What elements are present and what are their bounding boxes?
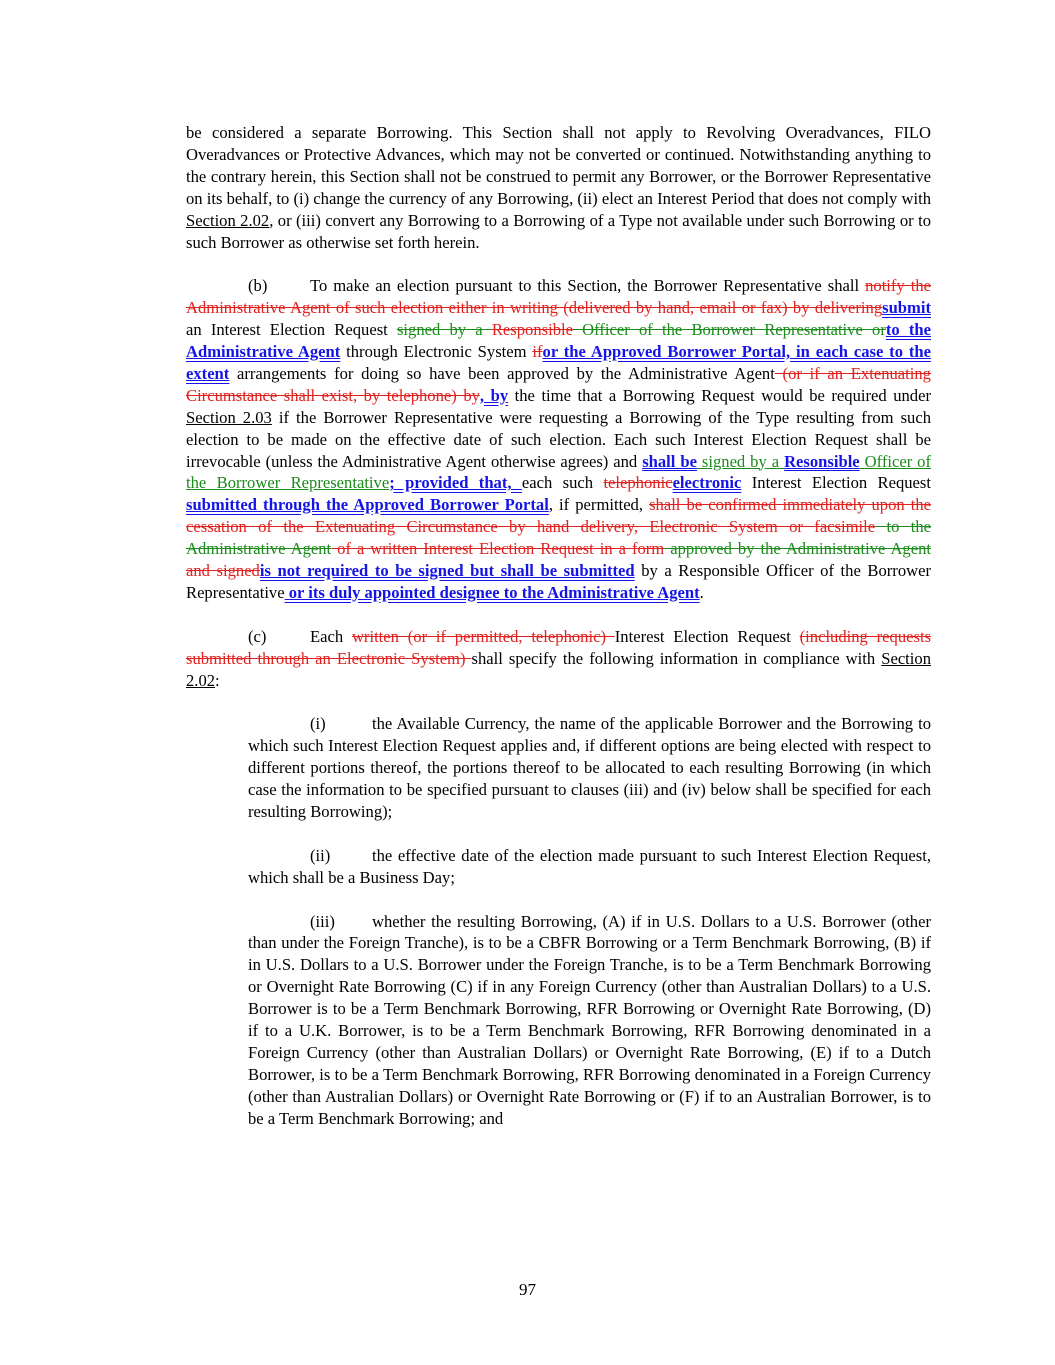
text-run: be considered a separate Borrowing. This Section shall not apply to Revolving Overadvances, FILO Overadvances or Protective Advances, which may not be converted or continued. Notwithstanding anything to the contrary herein, this Section shall not be construed to permit any Borrower, or the Borrower Representative on its behalf, to (i) change the currency of any Borrowing, (ii) elect an Interest Period that does not comply with (186, 123, 931, 208)
inserted-text: Resonsible (784, 451, 860, 471)
moved-deleted-text: Officer of the Borrower Representative or (572, 320, 886, 340)
text-run: Interest Election Request (741, 473, 931, 493)
cross-reference[interactable]: Section 2.03 (186, 407, 272, 427)
text-run: shall specify the following information in compliance with (471, 648, 882, 668)
text-run: , if permitted, (548, 495, 650, 515)
item-text: the effective date of the election made pursuant to such Interest Election Request, which shall be a Business Day; (248, 845, 931, 887)
inserted-text: shall be (642, 451, 697, 471)
moved-deleted-text: approved by the Administrative Agent (664, 539, 931, 559)
deleted-text: if (532, 342, 543, 362)
moved-deleted-text: to the Administrative Agent (186, 517, 931, 559)
list-item (248, 911, 931, 1130)
deleted-text: notify the Administrative Agent of such election either in writing (delivered by hand, email or fax) by delivering (186, 276, 931, 318)
clause-list (248, 713, 931, 1129)
cross-reference[interactable]: Section 2.02 (186, 210, 270, 230)
inserted-text: or the Approved Borrower Portal, in each case to the extent (186, 342, 931, 383)
list-item (248, 845, 931, 889)
paragraph-b (186, 275, 931, 604)
text-run: through Electronic System (340, 342, 533, 362)
item-text: the Available Currency, the name of the applicable Borrower and the Borrowing to which such Interest Election Request applies and, if different options are being elected with respect to different portions thereof, the portions thereof to be allocated to each resulting Borrowing (in which case the information to be specified pursuant to clauses (iii) and (iv) below shall be specified for each resulting Borrowing); (248, 714, 931, 822)
text-run: . (699, 583, 704, 603)
item-label: (iii) (310, 911, 335, 931)
paragraph-c (186, 626, 931, 692)
moved-inserted-text: Officer of the Borrower Representative (186, 451, 932, 493)
deleted-text: written (or if permitted, telephonic) (351, 626, 615, 646)
text-run: : (215, 670, 220, 690)
inserted-text: to the Administrative Agent (186, 320, 931, 362)
paragraph-label: (c) (248, 626, 267, 646)
text-run: if the Borrower Representative were requesting a Borrowing of the Type resulting from such election to be made on the effective date of such election. Each such Interest Election Request shall be irrevocable (unless the Administrative Agent otherwise agrees) and (186, 407, 931, 471)
inserted-text: submit (882, 298, 931, 318)
inserted-text: , by (479, 385, 509, 405)
page-number: 97 (519, 1280, 536, 1299)
inserted-text: ; provided that, (389, 473, 522, 493)
paragraph-a-continuation (186, 122, 931, 253)
text-run: Interest Election Request (614, 626, 800, 646)
text-run: by a Responsible Officer of the Borrower Representative (186, 561, 931, 603)
paragraph-label: (b) (248, 276, 268, 296)
text-run: the time that a Borrowing Request would be required under (508, 385, 931, 405)
text-run: an Interest Election Request (186, 320, 397, 340)
deleted-text: shall be confirmed immediately upon the cessation of the Extenuating Circumstance by hand delivery, Electronic System or facsimile (186, 495, 932, 537)
deleted-text: of a written Interest Election Request in a form (331, 539, 665, 559)
inserted-text: is not required to be signed but shall be submitted (259, 561, 635, 581)
item-label: (ii) (310, 845, 331, 865)
document-page (186, 122, 931, 1130)
deleted-text: (or if an Extenuating Circumstance shall exist, by telephone) by (186, 363, 931, 405)
item-label: (i) (310, 714, 326, 734)
deleted-text: (including requests submitted through an Electronic System) (186, 626, 932, 668)
deleted-text: Responsible (491, 320, 573, 340)
cross-reference[interactable]: Section 2.02 (186, 648, 931, 690)
text-run: each such (521, 473, 604, 493)
list-item (248, 713, 931, 823)
moved-inserted-text: signed by a (696, 451, 785, 471)
text-run: arrangements for doing so have been approved by the Administrative Agent (229, 363, 775, 383)
inserted-text: electronic (672, 473, 742, 493)
text-run: , or (iii) convert any Borrowing to a Borrowing of a Type not available under such Borrowing or to such Borrower as otherwise set forth herein. (186, 210, 931, 252)
text-run: Each (310, 626, 352, 646)
moved-deleted-text: signed by a (396, 320, 492, 340)
deleted-text: and signed (186, 561, 260, 581)
inserted-text: submitted through the Approved Borrower Portal (186, 495, 549, 515)
inserted-text: or its duly appointed designee to the Administrative Agent (284, 583, 700, 603)
deleted-text: telephonic (603, 473, 673, 493)
item-text: whether the resulting Borrowing, (A) if in U.S. Dollars to a U.S. Borrower (other than under the Foreign Tranche), is to be a CBFR Borrowing or a Term Benchmark Borrowing, (B) if in U.S. Dollars to a U.S. Borrower under the Foreign Tranche, is to be a Term Benchmark Borrowing or Overnight Rate Borrowing (C) if in any Foreign Currency (other than Australian Dollars) to a U.S. Borrower is to be a Term Benchmark Borrowing, RFR Borrowing or Overnight Rate Borrowing, (D) if to a U.K. Borrower, is to be a Term Benchmark Borrowing, RFR Borrowing denominated in a Foreign Currency (other than Australian Dollars) or Overnight Rate Borrowing, (E) if to a Dutch Borrower, is to be a Term Benchmark Borrowing, RFR Borrowing denominated in a Foreign Currency (other than Australian Dollars) or Overnight Rate Borrowing or (F) if to an Australian Borrower, is to be a Term Benchmark Borrowing; and (248, 911, 931, 1128)
text-run: To make an election pursuant to this Section, the Borrower Representative shall (310, 276, 866, 296)
